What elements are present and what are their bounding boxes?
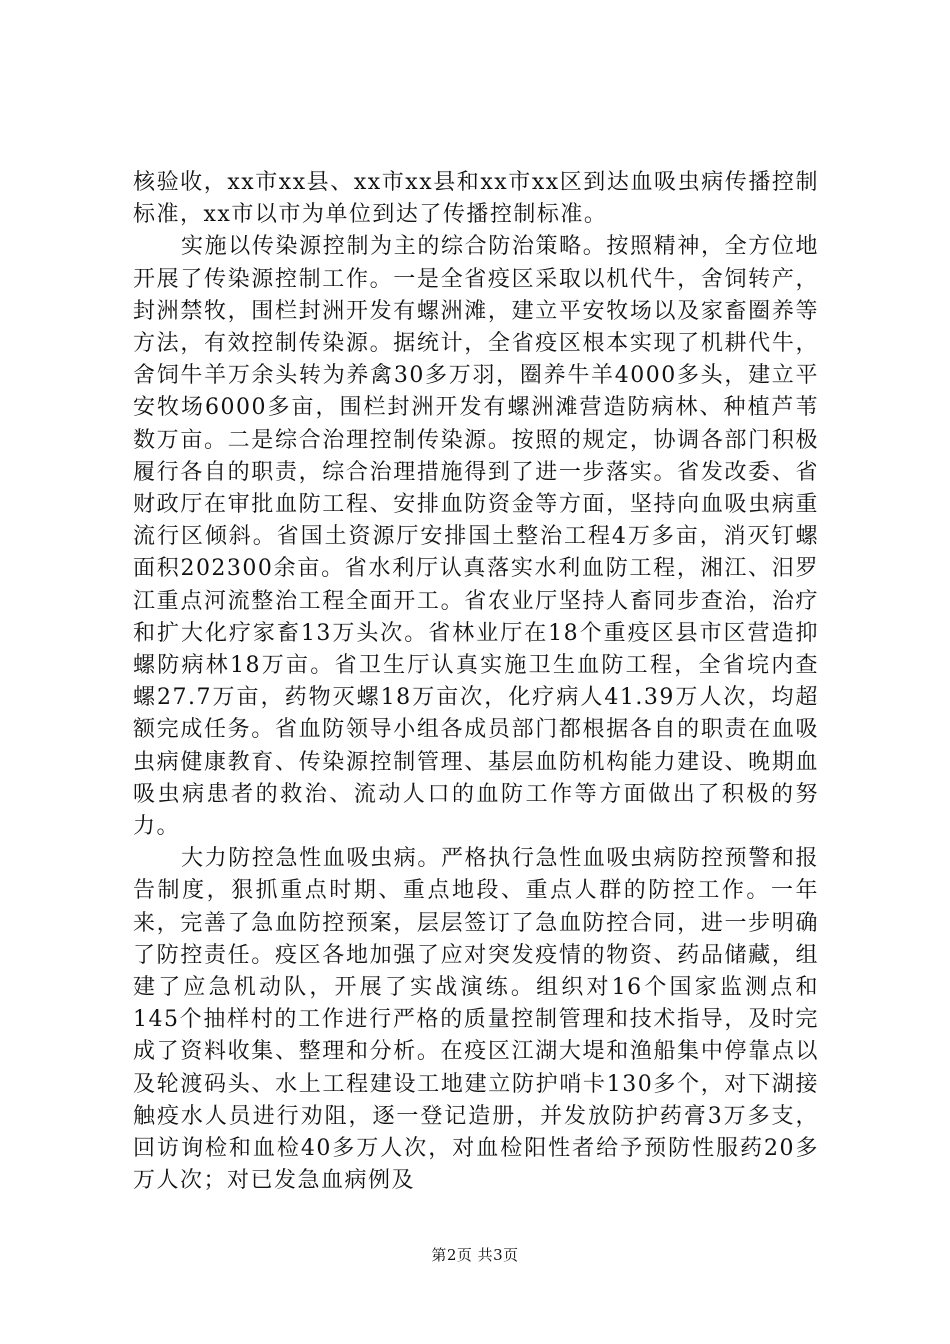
paragraph-source-control: 实施以传染源控制为主的综合防治策略。按照精神，全方位地开展了传染源控制工作。一是全省疫区采取以机代牛，舍饲转产，封洲禁牧，围栏封洲开发有螺洲滩，建立平安牧场以及家畜圈养等方法，有效控制传染源。据统计，全省疫区根本实现了机耕代牛，舍饲牛羊万余头转为养禽30多万羽，圈养牛羊4000多头，建立平安牧场6000多亩，围栏封洲开发有螺洲滩营造防病林、种植芦苇数万亩。二是综合治理控制传染源。按照的规定，协调各部门积极履行各自的职责，综合治理措施得到了进一步落实。省发改委、省财政厅在审批血防工程、安排血防资金等方面，坚持向血吸虫病重流行区倾斜。省国土资源厅安排国土整治工程4万多亩，消灭钉螺面积202300余亩。省水利厅认真落实水利血防工程，湘江、汨罗江重点河流整治工程全面开工。省农业厅坚持人畜同步查治，治疗和扩大化疗家畜13万头次。省林业厅在18个重疫区县市区营造抑螺防病林18万亩。省卫生厅认真实施卫生血防工程，全省垸内查螺27.7万亩，药物灭螺18万亩次，化疗病人41.39万人次，均超额完成任务。省血防领导小组各成员部门都根据各自的职责在血吸虫病健康教育、传染源控制管理、基层血防机构能力建设、晚期血吸虫病患者的救治、流动人口的血防工作等方面做出了积极的努力。 xyxy=(133,234,819,840)
paragraph-continuation: 核验收，xx市xx县、xx市xx县和xx市xx区到达血吸虫病传播控制标准，xx市以市为单位到达了传播控制标准。 xyxy=(133,170,819,228)
paragraph-acute-control: 大力防控急性血吸虫病。严格执行急性血吸虫病防控预警和报告制度，狠抓重点时期、重点地段、重点人群的防控工作。一年来，完善了急血防控预案，层层签订了急血防控合同，进一步明确了防控责任。疫区各地加强了应对突发疫情的物资、药品储藏，组建了应急机动队，开展了实战演练。组织对16个国家监测点和145个抽样村的工作进行严格的质量控制管理和技术指导，及时完成了资料收集、整理和分析。在疫区江湖大堤和渔船集中停靠点以及轮渡码头、水上工程建设工地建立防护哨卡130多个，对下湖接触疫水人员进行劝阻，逐一登记造册，并发放防护药膏3万多支，回访询检和血检40多万人次，对血检阳性者给予预防性服药20多万人次；对已发急血病例及 xyxy=(133,846,819,1194)
page-footer: 第2页 共3页 xyxy=(431,1246,519,1264)
document-body xyxy=(133,167,819,1198)
